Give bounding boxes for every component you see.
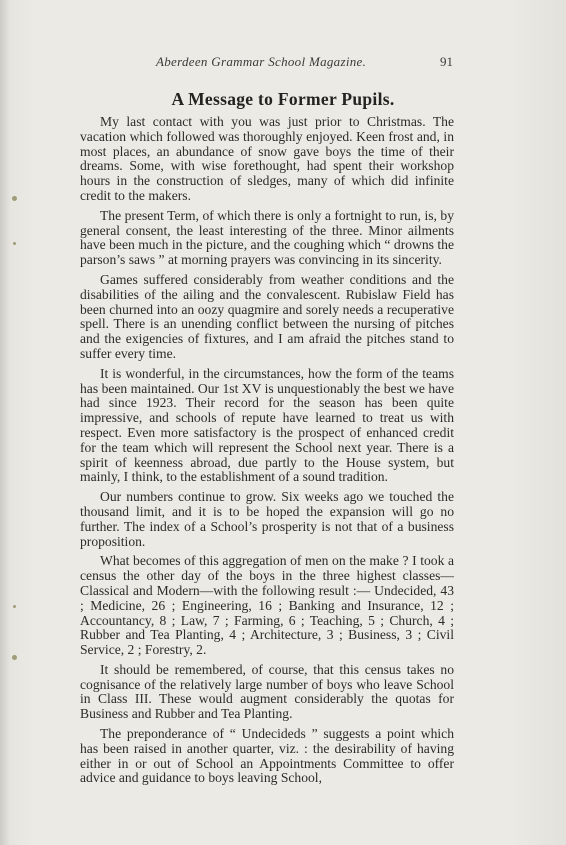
running-header [0,54,566,72]
page-number: 91 [440,54,453,69]
margin-mark [13,242,16,245]
margin-mark [13,605,16,608]
paragraph: It is wonderful, in the circumstances, how the form of the teams has been maintained. Our 1st XV is unquestionably the best we have had since 1923. Their record for the season has been quite impressive, and schools of repute have learned to treat us with respect. Even more satisfactory is the prospect of enhanced credit for the team which will represent the School next year. There is a spirit of keenness abroad, due partly to the House system, but mainly, I think, to the establishment of a sound tradition. [80,365,454,485]
margin-mark [12,196,17,201]
binding-shadow [0,0,10,845]
running-title: Aberdeen Grammar School Magazine. [156,54,367,69]
paragraph: Games suffered considerably from weather conditions and the disabilities of the ailing and the convalescent. Rubislaw Field has been churned into an oozy quagmire and sorely needs a recuperative spell. There is an unending conflict between the nursing of pitches and the exigencies of fixtures, and I am afraid the pitches stand to suffer every time. [80,271,454,361]
article-body [80,115,454,791]
paragraph: The present Term, of which there is only a fortnight to run, is, by general consent, the least interesting of the three. Minor ailments have been much in the picture, and the coughing which “ drowns the parson’s saws ” at morning prayers was convincing in its sincerity. [80,207,454,268]
paragraph: The preponderance of “ Undecideds ” suggests a point which has been raised in another quarter, viz. : the desirability of having either in or out of School an Appointments Committee to offer advice and guidance to boys leaving School, [80,726,454,786]
paragraph: It should be remembered, of course, that this census takes no cognisance of the relatively large number of boys who leave School in Class III. These would augment considerably the quotas for Business and Rubber and Tea Planting. [80,661,454,722]
margin-mark [12,655,17,660]
paragraph: What becomes of this aggregation of men on the make ? I took a census the other day of the boys in the three highest classes—Classical and Modern—with the following result :— Undecided, 43 ; Medicine, 26 ; Engineering, 16 ; Banking and Insurance, 12 ; Accountancy, 8 ; Law, 7 ; Farming, 6 ; Teaching, 5 ; Church, 4 ; Rubber and Tea Planting, 4 ; Architecture, 3 ; Business, 3 ; Civil Service, 2 ; Forestry, 2. [80,553,454,658]
paragraph: Our numbers continue to grow. Six weeks ago we touched the thousand limit, and it is to be hoped the expansion will go no further. The index of a School’s prosperity is not that of a business proposition. [80,489,454,549]
paragraph: My last contact with you was just prior to Christmas. The vacation which followed was thoroughly enjoyed. Keen frost and, in most places, an abundance of snow gave boys the time of their dreams. Some, with wise forethought, had spent their workshop hours in the construction of sledges, many of which did infinite credit to the makers. [80,114,454,203]
article-title: A Message to Former Pupils. [171,89,395,109]
